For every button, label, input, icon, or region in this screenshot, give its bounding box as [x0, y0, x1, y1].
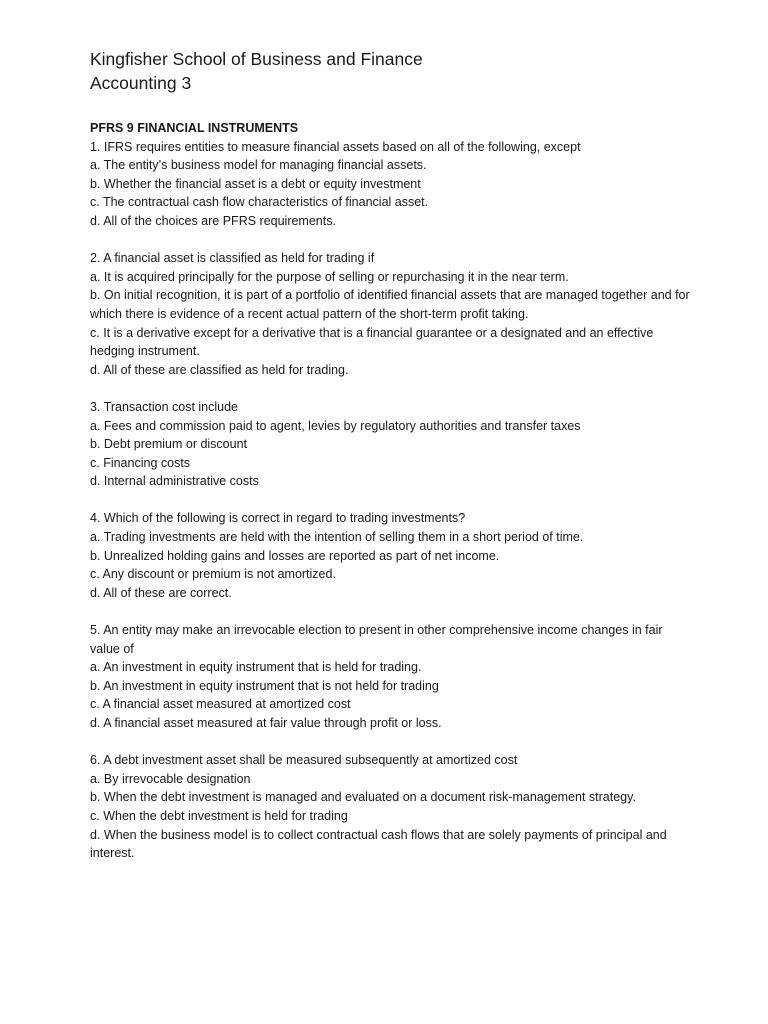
option-b: b. Whether the financial asset is a debt or equity investment	[90, 176, 421, 191]
option-c: c. Any discount or premium is not amortized.	[90, 567, 336, 582]
option-c: c. A financial asset measured at amortized cost	[90, 697, 351, 712]
question-stem: 6. A debt investment asset shall be measured subsequently at amortized cost	[90, 753, 518, 768]
option-d: d. A financial asset measured at fair value through profit or loss.	[90, 716, 442, 730]
question-1	[90, 138, 690, 231]
option-c: c. When the debt investment is held for trading	[90, 808, 348, 823]
question-6	[90, 751, 690, 863]
question-stem: 5. An entity may make an irrevocable election to present in other comprehensive income changes in fair value of	[90, 623, 663, 656]
document-page	[90, 47, 690, 881]
option-b: b. On initial recognition, it is part of a portfolio of identified financial assets that are managed together and for which there is evidence of a recent actual pattern of the short-term profit taking.	[90, 288, 690, 321]
option-d: d. All of these are correct.	[90, 585, 232, 600]
option-c: c. It is a derivative except for a derivative that is a financial guarantee or a designated and an effective hedging instrument.	[90, 325, 654, 359]
school-name: Kingfisher School of Business and Finance	[90, 49, 423, 69]
option-b: b. Debt premium or discount	[90, 437, 248, 452]
option-b: b. An investment in equity instrument that is not held for trading	[90, 678, 439, 693]
section-title: PFRS 9 FINANCIAL INSTRUMENTS	[90, 121, 299, 135]
option-c: c. The contractual cash flow characteristics of financial asset.	[90, 195, 429, 210]
option-a: a. By irrevocable designation	[90, 771, 251, 786]
option-c: c. Financing costs	[90, 455, 191, 470]
question-2	[90, 249, 690, 379]
option-d: d. When the business model is to collect contractual cash flows that are solely payments of principal and interest.	[90, 827, 667, 861]
option-b: b. Unrealized holding gains and losses are reported as part of net income.	[90, 548, 500, 563]
option-b: b. When the debt investment is managed and evaluated on a document risk-management strategy.	[90, 790, 636, 805]
question-stem: 1. IFRS requires entities to measure financial assets based on all of the following, except	[90, 139, 581, 154]
question-stem: 3. Transaction cost include	[90, 399, 238, 414]
course-title: Accounting 3	[90, 73, 192, 93]
option-d: d. All of the choices are PFRS requirements.	[90, 213, 336, 228]
question-3	[90, 398, 690, 491]
option-a: a. Trading investments are held with the intention of selling them in a short period of time.	[90, 530, 584, 545]
option-a: a. Fees and commission paid to agent, levies by regulatory authorities and transfer taxes	[90, 418, 581, 433]
option-a: a. The entity’s business model for managing financial assets.	[90, 158, 427, 173]
option-d: d. All of these are classified as held for trading.	[90, 362, 349, 377]
question-list	[90, 138, 690, 863]
question-stem: 2. A financial asset is classified as held for trading if	[90, 251, 375, 266]
option-d: d. Internal administrative costs	[90, 474, 259, 489]
question-4	[90, 509, 690, 602]
question-5	[90, 621, 690, 733]
question-stem: 4. Which of the following is correct in regard to trading investments?	[90, 511, 466, 526]
option-a: a. An investment in equity instrument that is held for trading.	[90, 660, 422, 675]
option-a: a. It is acquired principally for the purpose of selling or repurchasing it in the near term.	[90, 269, 569, 284]
